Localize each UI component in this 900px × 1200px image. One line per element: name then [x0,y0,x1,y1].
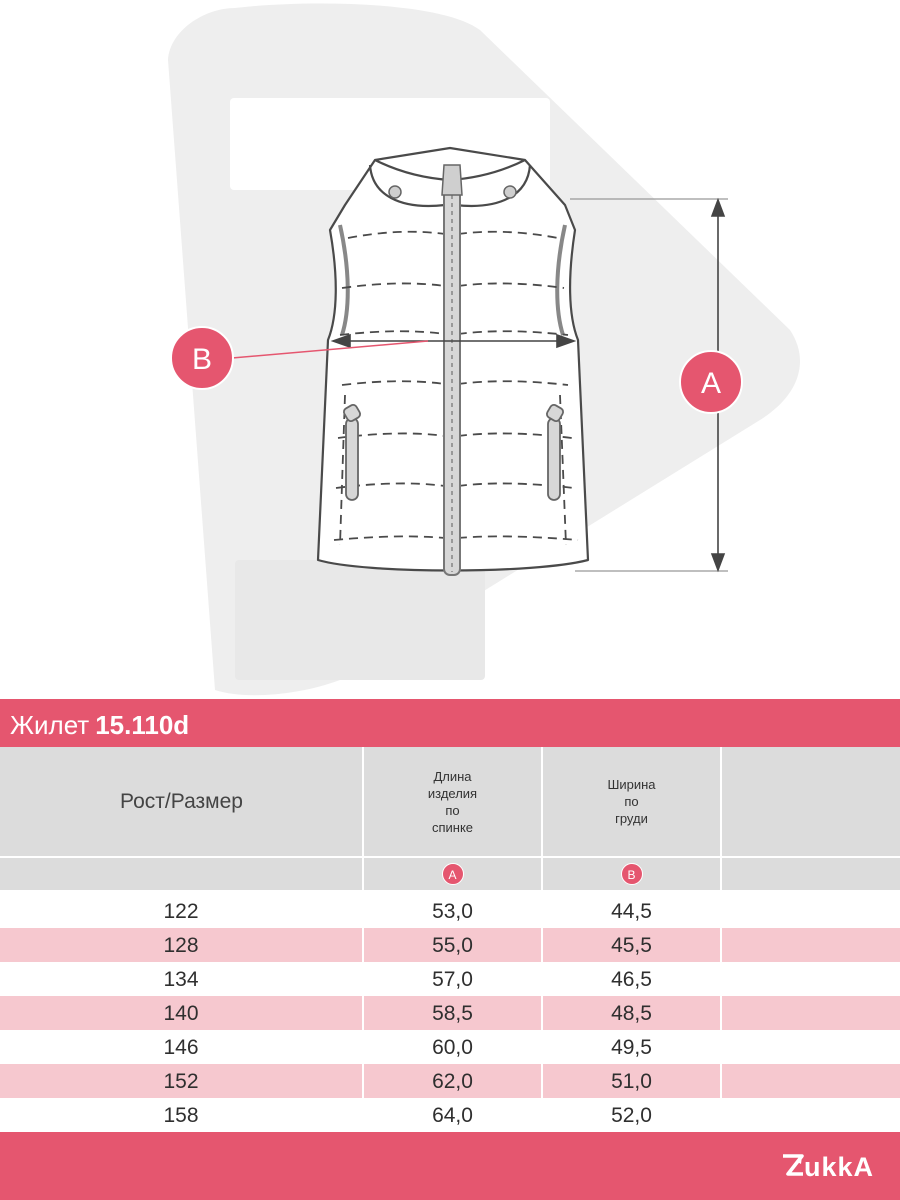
col-b-line: Ширина [607,777,656,792]
col-a-marker-cell [364,858,541,890]
marker-a [680,351,742,413]
col-b-header [543,747,720,856]
row-divider [541,928,543,962]
length-cell: 55,0 [432,934,473,957]
logo-text: ukkA [803,1152,874,1182]
table-row [0,894,900,928]
length-cell: 60,0 [432,1036,473,1059]
size-cell: 140 [163,1002,199,1025]
table-row [0,996,900,1030]
length-cell: 53,0 [432,900,473,923]
z-logo-icon [782,1153,804,1179]
size-cell: 128 [163,934,199,957]
brand-logo [782,1152,874,1183]
marker-b [171,327,233,389]
length-cell: 64,0 [432,1104,473,1127]
chest-width-cell: 44,5 [611,900,652,923]
table-row [0,1030,900,1064]
size-cell: 152 [163,1070,199,1093]
marker-a-label: A [700,367,722,400]
table-row [0,1098,900,1132]
col-a-header [364,747,541,856]
length-cell: 62,0 [432,1070,473,1093]
length-cell: 57,0 [432,968,473,991]
row-divider [720,928,722,962]
header-divider [0,856,900,858]
title-prefix: Жилет [10,710,90,740]
col-b-line: по [624,794,639,809]
size-table-body [0,894,900,1132]
col-a-line: по [445,802,460,818]
table-row [0,928,900,962]
size-header: Рост/Размер [120,789,243,813]
col-b-marker: B [621,863,643,885]
col-a-line: спинке [431,819,474,835]
length-cell: 58,5 [432,1002,473,1025]
footer-bar [0,1132,900,1200]
table-row [0,962,900,996]
size-table-header [0,747,900,890]
col-a-marker: A [442,863,464,885]
table-row [0,1064,900,1098]
chest-width-cell: 49,5 [611,1036,652,1059]
size-cell: 146 [163,1036,199,1059]
product-title-bar [0,699,900,747]
col-b-marker-cell [543,858,720,890]
row-divider [362,1064,364,1098]
chest-width-cell: 51,0 [611,1070,652,1093]
col-b-line: груди [615,811,648,826]
chest-width-cell: 48,5 [611,1002,652,1025]
row-divider [362,928,364,962]
header-divider [541,747,543,890]
col-a-line: изделия [427,785,478,801]
header-divider [720,747,722,890]
row-divider [720,996,722,1030]
row-divider [362,996,364,1030]
chest-width-cell: 45,5 [611,934,652,957]
size-cell: 158 [163,1104,199,1127]
chest-width-cell: 46,5 [611,968,652,991]
row-divider [541,996,543,1030]
row-divider [720,1064,722,1098]
row-divider [541,1064,543,1098]
chest-width-cell: 52,0 [611,1104,652,1127]
header-divider [362,747,364,890]
title-model: 15.110d [95,710,190,740]
marker-b-label: B [191,343,213,376]
size-cell: 134 [163,968,199,991]
size-cell: 122 [163,900,199,923]
col-a-line: Длина [433,768,472,784]
